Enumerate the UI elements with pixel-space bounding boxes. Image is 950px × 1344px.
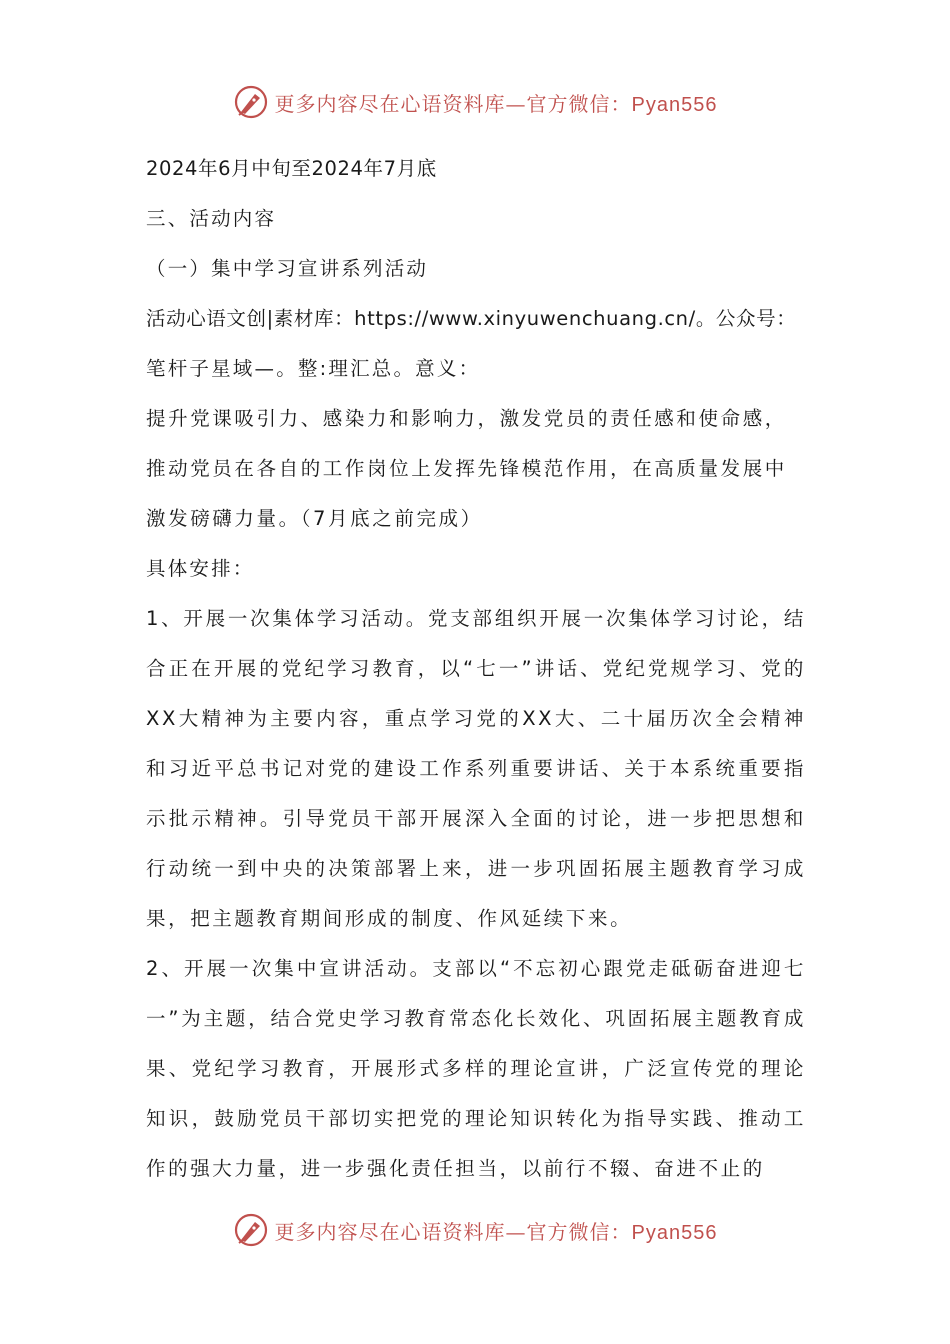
pen-nib-logo-icon (233, 1212, 269, 1248)
document-body (146, 144, 806, 1194)
subsection-heading: （一）集中学习宣讲系列活动 (146, 257, 429, 280)
arrangement-item-1: 1、开展一次集体学习活动。党支部组织开展一次集体学习讨论，结合正在开展的党纪学习教育，以“七一”讲话、党纪党规学习、党的XX大精神为主要内容，重点学习党的XX大、二十届历次全会精神和习近平总书记对党的建设工作系列重要讲话、关于本系统重要指示批示精神。引导党员干部开展深入全面的讨论，进一步把思想和行动统一到中央的决策部署上来，进一步巩固拓展主题教育学习成果，把主题教育期间形成的制度、作风延续下来。 (146, 607, 806, 930)
date-range-line: 2024年6月中旬至2024年7月底 (146, 157, 437, 180)
footer-banner-text: 更多内容尽在心语资料库—官方微信：Pyan556 (274, 1219, 718, 1244)
arrangement-item-2: 2、开展一次集中宣讲活动。支部以“不忘初心跟党走砥砺奋进迎七一”为主题，结合党史学习教育常态化长效化、巩固拓展主题教育成果、党纪学习教育，开展形式多样的理论宣讲，广泛宣传党的理论知识，鼓励党员干部切实把党的理论知识转化为指导实践、推动工作的强大力量，进一步强化责任担当，以前行不辍、奋进不止的 (146, 957, 806, 1180)
arrangement-label: 具体安排： (146, 557, 255, 580)
header-wechat-id: Pyan556 (631, 93, 718, 116)
header-banner (0, 80, 950, 124)
meaning-paragraph: 提升党课吸引力、感染力和影响力，激发党员的责任感和使命感，推动党员在各自的工作岗位上发挥先锋模范作用，在高质量发展中激发磅礴力量。（7月底之前完成） (146, 407, 787, 530)
meaning-label-line: 笔杆子星域—。整:理汇总。意义： (146, 357, 481, 380)
header-banner-text: 更多内容尽在心语资料库—官方微信：Pyan556 (274, 91, 718, 116)
footer-wechat-id: Pyan556 (631, 1221, 718, 1244)
footer-banner (0, 1208, 950, 1252)
section-heading: 三、活动内容 (146, 207, 277, 230)
pen-nib-logo-icon (233, 84, 269, 120)
source-line: 活动心语文创|素材库：https://www.xinyuwenchuang.cn/。公众号： (146, 307, 797, 330)
